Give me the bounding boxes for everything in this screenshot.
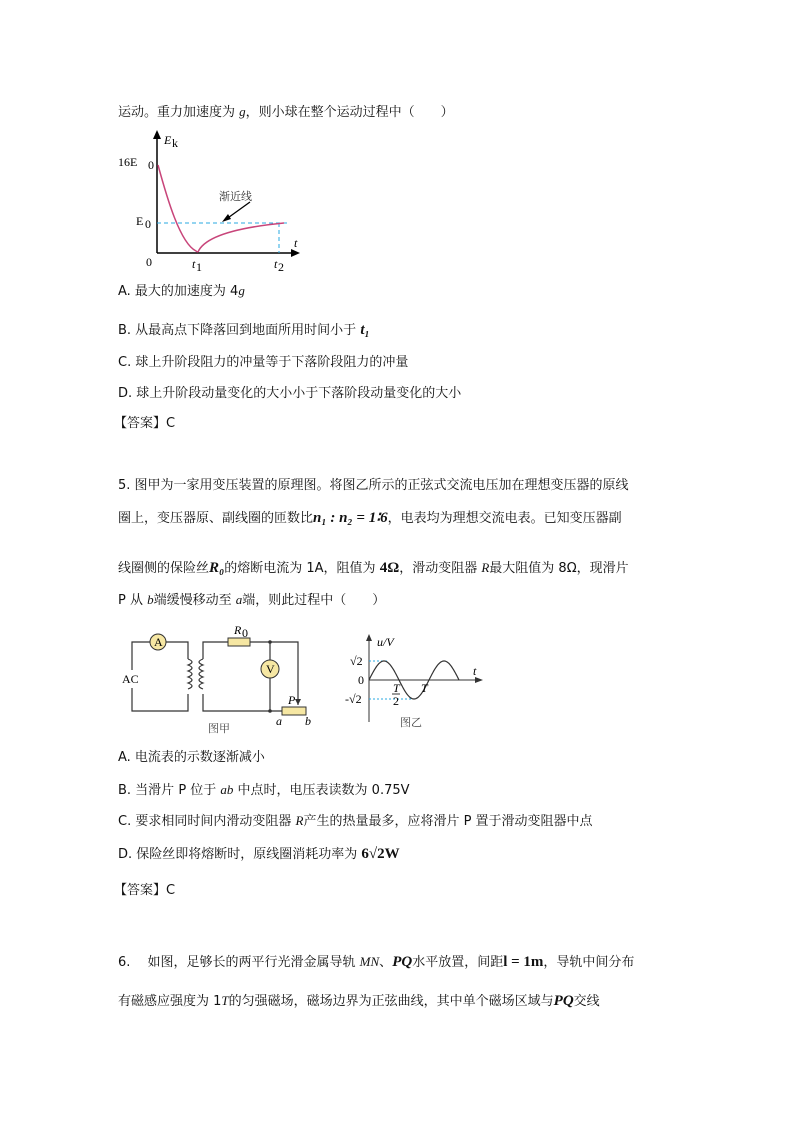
q5-option-c [118, 813, 593, 830]
tick-sub: 0 [145, 217, 151, 231]
q4-option-a [118, 283, 245, 300]
text: ，则小球在整个运动过程中（ ） [245, 105, 454, 120]
text: 最大阻值为 8Ω，现滑片 [489, 561, 629, 576]
text: 有磁感应强度为 1 [118, 994, 222, 1009]
var: MN [359, 954, 380, 969]
q4-answer: 【答案】C [114, 416, 176, 431]
x-arrow-icon [291, 249, 300, 257]
var: a [235, 592, 243, 607]
text: B. 从最高点下降落回到地面所用时间小于 [118, 323, 361, 338]
text: C. 球上升阶段阻力的冲量等于下落阶段阻力的冲量 [118, 355, 409, 370]
q6-line1 [118, 954, 634, 971]
tick-e0: E [136, 214, 144, 228]
var: R₀ [209, 560, 225, 576]
text: 6. 如图，足够长的两平行光滑金属导轨 [118, 955, 360, 970]
text: P 从 [118, 593, 148, 608]
voltage-graph-yi [345, 630, 490, 735]
rheostat [282, 707, 306, 715]
var: PQ [392, 954, 413, 970]
text: A. 电流表的示数逐渐减小 [118, 750, 265, 765]
var: l = 1m [503, 954, 544, 970]
q6-line2 [118, 993, 600, 1010]
text: 中点时，电压表读数为 0.75V [233, 783, 410, 798]
q5-option-a [118, 750, 265, 766]
text: 产生的热量最多，应将滑片 P 置于滑动变阻器中点 [303, 814, 593, 829]
x-label: t [473, 664, 477, 678]
x-label: t [294, 236, 298, 250]
node [268, 640, 272, 644]
ek-t-graph [112, 128, 312, 273]
text: 运动。重力加速度为 [118, 105, 240, 120]
text: ，滑动变阻器 [399, 561, 482, 576]
q5-line2 [118, 510, 622, 527]
node [268, 709, 272, 713]
ek-curve-fall [158, 165, 198, 252]
p-label: P [288, 693, 296, 707]
y-arrow-icon [153, 130, 161, 139]
text: D. 球上升阶段动量变化的大小小于下落阶段动量变化的大小 [118, 386, 462, 401]
q4-option-c [118, 355, 408, 371]
text: 端缓慢移动至 [153, 593, 236, 608]
var: t₁ [360, 322, 370, 338]
var: PQ [553, 993, 574, 1009]
q5-line1: 5. 图甲为一家用变压装置的原理图。将图乙所示的正弦式交流电压加在理想变压器的原线 [118, 478, 629, 493]
b-label: b [305, 714, 311, 728]
tick-sub: 1 [196, 260, 202, 273]
a-label: a [276, 714, 282, 728]
var-g: g [239, 104, 246, 119]
caption-jia: 图甲 [208, 722, 230, 735]
var: b [147, 592, 154, 607]
caption-yi: 图乙 [400, 716, 422, 729]
text: 端，则此过程中（ ） [242, 593, 386, 608]
y-label: u/V [377, 635, 394, 649]
text: 的熔断电流为 1A，阻值为 [224, 561, 380, 576]
asymptote-label: 渐近线 [219, 190, 252, 203]
tick-t1: t [192, 257, 196, 271]
ac-label: AC [122, 672, 139, 686]
tick-t: T [421, 681, 428, 695]
tick-t-half-den: 2 [393, 694, 399, 708]
origin-label: 0 [146, 255, 152, 269]
text: 交线 [573, 994, 600, 1009]
var: R [295, 813, 304, 828]
text: ，导轨中间分布 [543, 955, 635, 970]
q5-answer: 【答案】C [114, 883, 176, 898]
text: 水平放置，间距 [412, 955, 504, 970]
q5-line3 [118, 560, 629, 577]
text: ，电表均为理想交流电表。已知变压器副 [387, 511, 622, 526]
var: 6√2W [361, 846, 400, 862]
q4-stem [118, 104, 454, 121]
tick-t2: t [274, 257, 278, 271]
slider-arrow-icon [295, 699, 301, 705]
text: B. 当滑片 P 位于 [118, 783, 221, 798]
q5-option-d [118, 846, 400, 863]
ratio-formula: n₁ : n₂ = 1∶6 [313, 510, 388, 526]
text: D. 保险丝即将熔断时，原线圈消耗功率为 [118, 847, 362, 862]
tick-zero: 0 [358, 673, 364, 687]
var: T [221, 993, 229, 1008]
text: 圈上，变压器原、副线圈的匝数比 [118, 511, 314, 526]
circuit-figure-jia [110, 622, 320, 740]
tick-min: -√2 [345, 692, 362, 706]
var: g [238, 283, 245, 298]
text: 线圈侧的保险丝 [118, 561, 210, 576]
text: 、 [379, 955, 393, 970]
tick-16e0: 16E [118, 155, 138, 169]
r0-label: R [234, 623, 242, 637]
r0-sub: 0 [242, 626, 248, 640]
ammeter-label: A [154, 635, 163, 649]
q4-option-b [118, 322, 370, 339]
text: C. 要求相同时间内滑动变阻器 [118, 814, 296, 829]
y-label-sub: k [172, 136, 178, 150]
var: ab [220, 782, 234, 797]
y-arrow-icon [366, 634, 372, 641]
ek-curve-rise [198, 223, 284, 252]
q5-option-b [118, 782, 410, 799]
text: 的匀强磁场，磁场边界为正弦曲线，其中单个磁场区域与 [228, 994, 554, 1009]
y-label: E [164, 133, 172, 147]
tick-t-half: T [393, 681, 400, 695]
tick-sub: 0 [148, 158, 154, 172]
q4-option-d [118, 386, 461, 402]
tick-max: √2 [350, 654, 363, 668]
q5-line4 [118, 592, 385, 609]
tick-sub: 2 [278, 260, 284, 273]
voltmeter-label: V [266, 662, 275, 676]
arrow-head-icon [222, 214, 231, 222]
var: 4Ω [379, 560, 400, 576]
text: A. 最大的加速度为 4 [118, 284, 239, 299]
var: R [481, 560, 490, 575]
